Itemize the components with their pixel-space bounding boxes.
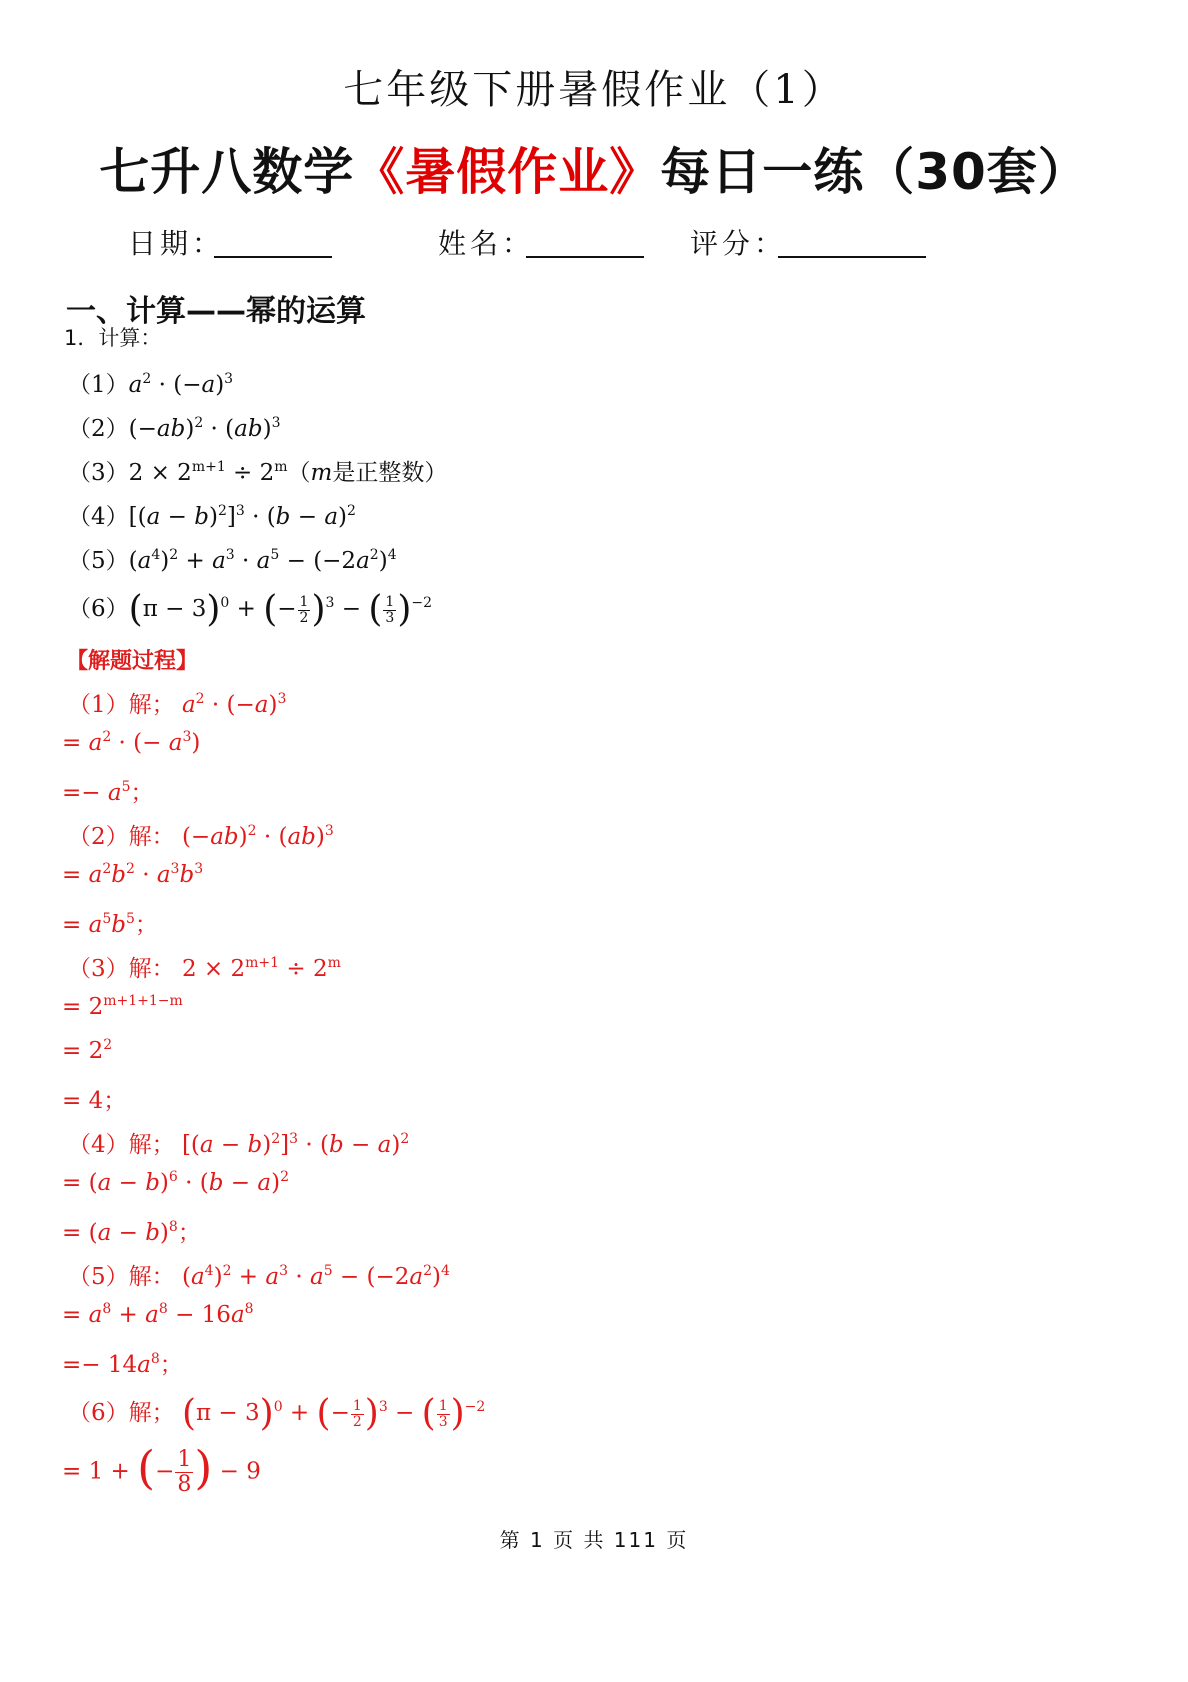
question-2: $(2)(-ab)^2 \cdot (ab)^3$	[68, 415, 281, 442]
solution-3-line-2: = $2^{m+1+1-m}$	[62, 993, 183, 1020]
question-5: $(5)(a^4)^2 + a^3 \cdot a^5 - (-2a^2)^4$	[68, 547, 397, 574]
main-title-suffix: 每日一练（30套）	[660, 143, 1089, 201]
main-title	[0, 132, 1188, 204]
date-label: 日期：	[128, 227, 225, 260]
score-blank	[778, 256, 926, 258]
solution-3-line-3: = $2^2$	[62, 1037, 113, 1064]
page-footer: 第 1 页 共 111 页	[499, 1528, 689, 1552]
solution-3-line-1: （3）解： $2 \times 2^{m+1} \div 2^m$	[68, 955, 341, 982]
question-4: $(4)[(a - b)^2]^3 \cdot (b - a)^2$	[68, 503, 356, 530]
solution-4-line-2: = $(a - b)^6 \cdot (b - a)^2$	[62, 1169, 289, 1196]
solution-1-line-3: =− $a^5$；	[62, 779, 154, 806]
question-1: $(1)a^2 \cdot (-a)^3$	[68, 371, 234, 398]
main-title-highlight: 《暑假作业》	[354, 143, 661, 201]
solution-4-line-3: = $(a - b)^8$；	[62, 1219, 201, 1246]
question-label: 1．计算：	[64, 326, 162, 350]
solution-4-line-1: （4）解； $[(a - b)^2]^3 \cdot (b - a)^2$	[68, 1131, 410, 1158]
question-6: $(6)(\pi - 3)^0$ + (− $\frac{1}{2}$ )$^3$ − ( $\frac{1}{3}$ )$^{-2}$	[68, 589, 432, 630]
name-blank	[526, 256, 644, 258]
main-title-prefix: 七升八数学	[99, 143, 355, 201]
solution-2-line-3: = $a^5b^5$；	[62, 911, 158, 938]
score-label: 评分：	[690, 227, 787, 260]
name-label: 姓名：	[438, 227, 535, 260]
solution-1-line-1: （1）解； $a^2 \cdot (-a)^3$	[68, 691, 287, 718]
solution-6-line-1: （6）解； $(\pi - 3)^0$ + (− $\frac{1}{2}$ )$^3$ − ( $\frac{1}{3}$ )$^{-2}$	[68, 1393, 486, 1434]
info-row	[0, 222, 1188, 262]
question-3: $(3)2 \times 2^{m+1} \div 2^m(m$是正整数）	[68, 459, 448, 486]
date-blank	[214, 256, 332, 258]
solution-5-line-3: =− $14a^8$；	[62, 1351, 183, 1378]
section-title: 一、计算——幂的运算	[66, 294, 366, 329]
solution-6-line-2: = 1 + (− $\frac{1}{8}$ ) − 9	[62, 1440, 261, 1497]
solution-1-line-2: = $a^2$ · (− $a^3$)	[62, 729, 201, 756]
solution-2-line-2: = $a^2b^2 \cdot a^3b^3$	[62, 861, 204, 888]
solution-5-line-2: = $a^8 + a^8 - 16a^8$	[62, 1301, 254, 1328]
solution-5-line-1: （5）解： $(a^4)^2 + a^3 \cdot a^5 - (-2a^2)^4$	[68, 1263, 450, 1290]
solution-2-line-1: （2）解： $(-ab)^2 \cdot (ab)^3$	[68, 823, 334, 850]
solution-3-line-4: = 4；	[62, 1088, 127, 1114]
document-title: 七年级下册暑假作业（1）	[343, 67, 845, 113]
solution-heading: 【解题过程】	[66, 649, 199, 674]
